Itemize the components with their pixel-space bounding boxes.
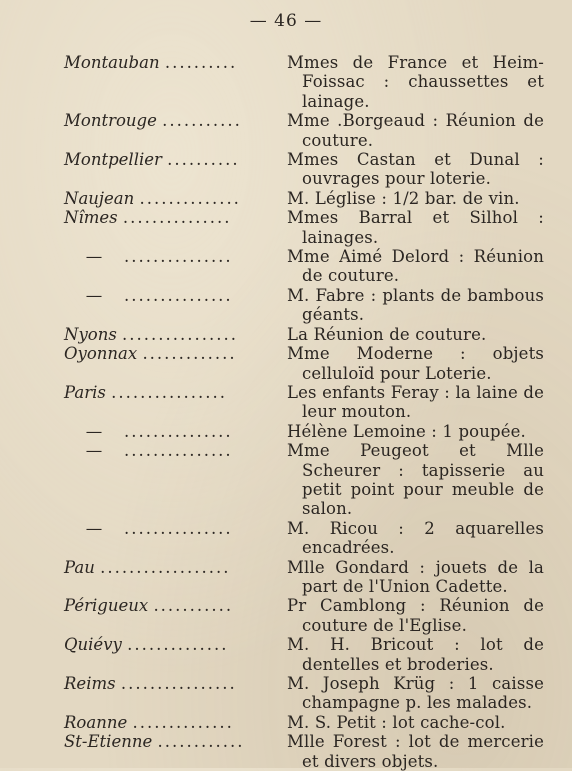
list-item [0, 635, 572, 674]
list-item [0, 150, 572, 189]
ditto-mark: — [85, 518, 103, 538]
list-item [0, 247, 572, 286]
ditto-mark: — [85, 247, 103, 267]
entry-description: M. Fabre : plants de bambous géants. [287, 285, 544, 325]
leader-dots: ............... [124, 247, 233, 267]
entry-description: Mmes Castan et Dunal : ouvrages pour loterie. [287, 150, 544, 189]
list-item [0, 344, 572, 383]
leader-dots: ................ [111, 382, 228, 402]
ditto-mark: — [85, 421, 103, 441]
entry-description: Mlle Forest : lot de mercerie et divers objets. [287, 732, 544, 771]
list-item [0, 732, 572, 771]
leader-dots: .............. [127, 635, 229, 655]
entry-description: Mme Peugeot et Mlle Scheurer : tapisserie au petit point pour meuble de salon. [287, 441, 544, 519]
place-name: Nîmes [64, 208, 118, 228]
list-item [0, 441, 572, 519]
place-name: Montauban [64, 53, 160, 72]
entry-description: M. H. Bricout : lot de dentelles et broderies. [287, 635, 544, 674]
list-item [0, 325, 572, 344]
entry-description: Mme Aimé Delord : Réunion de couture. [287, 247, 544, 286]
leader-dots: ............... [124, 421, 233, 441]
leader-dots: .............. [139, 188, 241, 208]
list-item [0, 111, 572, 150]
page-number: — 46 — [249, 11, 323, 31]
list-item [0, 208, 572, 247]
list-item [0, 286, 572, 325]
place-name: Oyonnax [64, 344, 138, 364]
leader-dots: ............ [157, 732, 245, 752]
donor-list [0, 53, 572, 771]
entry-description: Mmes de France et Heim-Foissac : chaussettes et lainage. [287, 53, 544, 111]
list-item [0, 596, 572, 635]
entry-description: M. S. Petit : lot cache-col. [287, 712, 506, 732]
leader-dots: ............... [124, 518, 233, 538]
entry-description: M. Joseph Krüg : 1 caisse champagne p. les malades. [287, 674, 544, 713]
entry-description: La Réunion de couture. [287, 324, 487, 344]
entry-description: Mme Moderne : objets celluloïd pour Loterie. [287, 344, 544, 383]
place-name: Quiévy [64, 635, 122, 655]
list-item [0, 189, 572, 208]
list-item [0, 53, 572, 111]
place-name: Périgueux [64, 596, 149, 616]
leader-dots: ................ [120, 674, 237, 693]
list-item [0, 558, 572, 597]
leader-dots: ............... [124, 441, 233, 461]
ditto-mark: — [85, 285, 103, 305]
leader-dots: .......... [167, 150, 240, 170]
entry-description: Mme .Borgeaud : Réunion de couture. [287, 111, 544, 150]
ditto-mark: — [85, 441, 103, 461]
entry-description: Mmes Barral et Silhol : lainages. [287, 208, 544, 247]
place-name: Montrouge [64, 111, 157, 131]
leader-dots: .......... [164, 53, 238, 72]
place-name: Reims [64, 674, 116, 693]
entry-description: M. Ricou : 2 aquarelles encadrées. [287, 518, 544, 558]
leader-dots: ............... [124, 285, 233, 305]
entry-description: Pr Camblong : Réunion de couture de l'Eglise. [287, 596, 544, 635]
place-name: Naujean [64, 188, 135, 208]
leader-dots: ............... [122, 208, 232, 228]
leader-dots: .................. [100, 557, 231, 577]
list-item [0, 422, 572, 441]
place-name: Nyons [64, 324, 117, 344]
entry-description: Mlle Gondard : jouets de la part de l'Union Cadette. [287, 557, 544, 596]
leader-dots: ............. [142, 344, 237, 364]
leader-dots: ........... [162, 111, 242, 131]
list-item [0, 519, 572, 558]
list-item [0, 383, 572, 422]
place-name: Montpellier [64, 150, 162, 170]
entry-description: M. Léglise : 1/2 bar. de vin. [287, 188, 520, 208]
place-name: Roanne [64, 712, 128, 732]
place-name: Pau [64, 557, 95, 577]
leader-dots: ................ [122, 324, 238, 344]
entry-description: Hélène Lemoine : 1 poupée. [287, 421, 526, 441]
list-item [0, 713, 572, 732]
entry-description: Les enfants Feray : la laine de leur mouton. [287, 382, 544, 422]
place-name: St-Etienne [64, 732, 153, 752]
leader-dots: ........... [153, 596, 234, 616]
leader-dots: .............. [132, 712, 234, 732]
list-item [0, 674, 572, 713]
place-name: Paris [64, 382, 106, 402]
